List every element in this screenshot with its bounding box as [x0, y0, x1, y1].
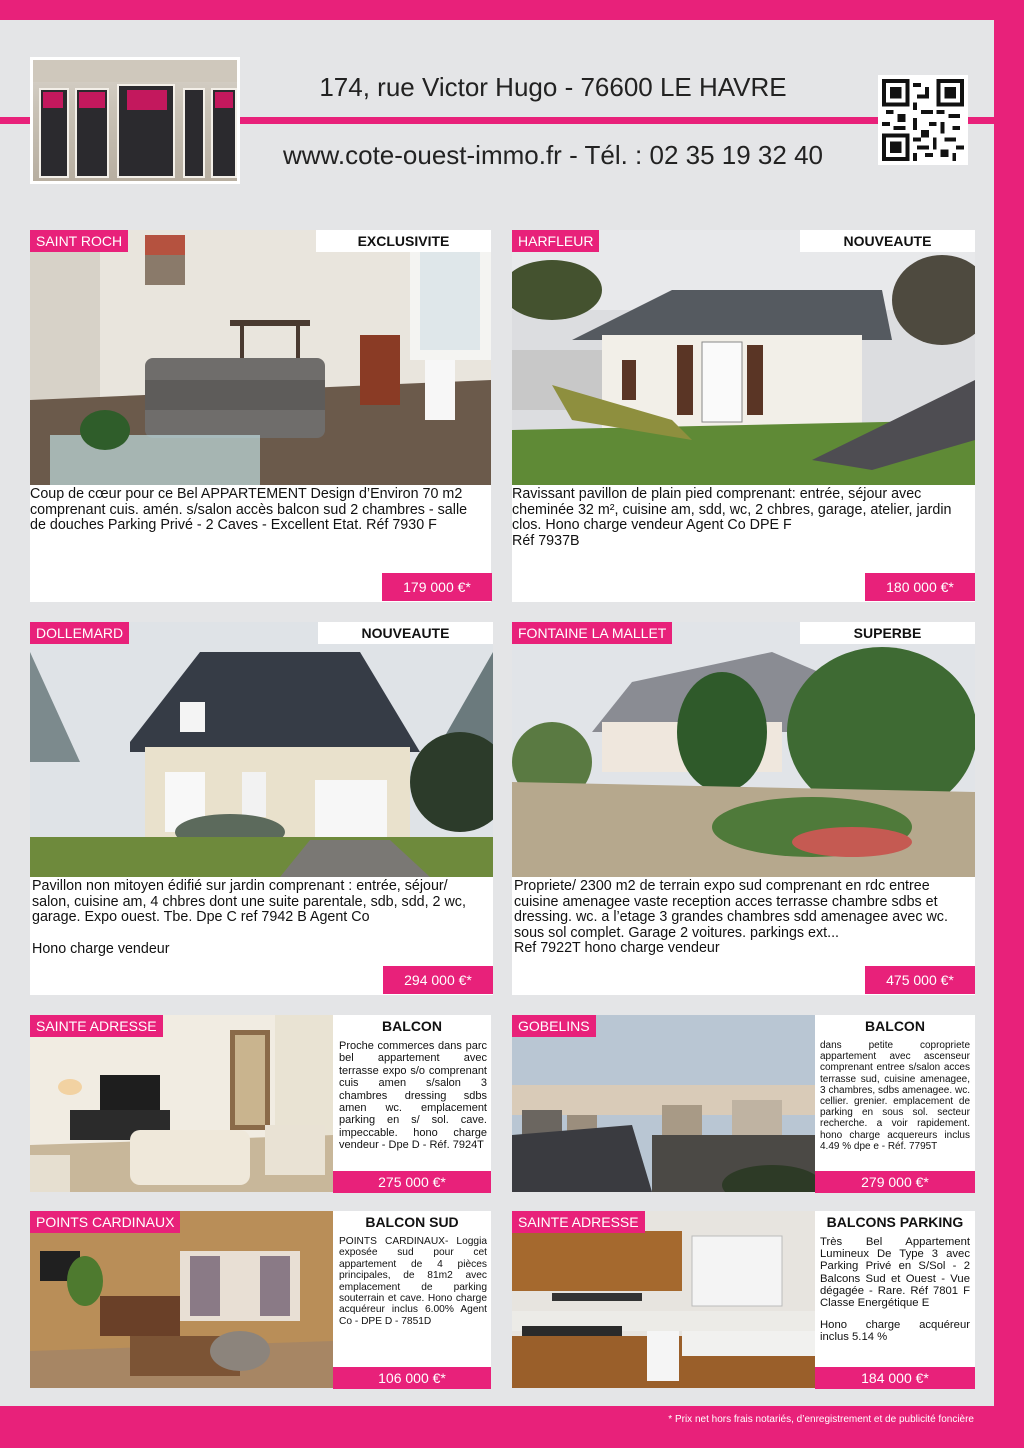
listing-tag: EXCLUSIVITE	[316, 230, 491, 252]
listing-district: POINTS CARDINAUX	[30, 1211, 180, 1233]
listing-tag: BALCONS PARKING	[815, 1211, 975, 1233]
listing-district: SAINT ROCH	[30, 230, 128, 252]
listing-price: 106 000 €*	[333, 1367, 491, 1389]
listing-card[interactable]	[30, 1211, 491, 1388]
listing-price: 179 000 €*	[382, 573, 492, 601]
listing-photo-living-room	[30, 1015, 333, 1192]
top-border	[0, 0, 1024, 20]
listing-district: HARFLEUR	[512, 230, 599, 252]
listing-photo-living-room	[30, 1211, 333, 1388]
listing-tag: SUPERBE	[800, 622, 975, 644]
listing-card[interactable]	[30, 1015, 491, 1192]
listing-description: Ravissant pavillon de plain pied comprenant: entrée, séjour avec cheminée 32 m², cuisine am, sdd, wc, 2 chbres, garage, atelier, jardin clos. Hono charge vendeur Agent Co DPE F Réf 7937B	[512, 486, 952, 549]
listing-description: Très Bel Appartement Lumineux De Type 3 avec Parking Privé en S/Sol - 2 Balcons Sud et Ouest - Vue dégagée - Rare. Réf 7801 F Classe Energétique E Hono charge acquéreur inclus 5.14 %	[820, 1236, 970, 1344]
bottom-border	[0, 1406, 1024, 1448]
listing-photo-house	[30, 622, 493, 877]
listing-description: Coup de cœur pour ce Bel APPARTEMENT Design d’Environ 70 m2 comprenant cuis. amén. s/salon accès balcon sud 2 chambres - salle de douches Parking Privé - 2 Caves - Excellent Etat. Réf 7930 F	[30, 486, 468, 533]
qr-code-icon[interactable]	[878, 75, 968, 165]
listing-card[interactable]	[30, 230, 491, 602]
listing-photo-living-room	[30, 230, 491, 485]
listing-tag: BALCON	[815, 1015, 975, 1037]
agency-website-phone[interactable]: www.cote-ouest-immo.fr - Tél. : 02 35 19 32 40	[283, 140, 823, 170]
listing-description: Proche commerces dans parc bel appartement avec terrasse expo s/o comprenant cuis amen s/salon 3 chambres dressing sdbs amen wc. emplacement parking en s/ sol. cave. impeccable. hono charge vendeur - Dpe D - Réf. 7924T	[339, 1040, 487, 1152]
listing-price: 294 000 €*	[383, 966, 493, 994]
listing-description: POINTS CARDINAUX- Loggia exposée sud pour cet appartement de 4 pièces principales, de 81m2 avec emplacement de parking souterrain et cave. Hono charge acquéreur inclus 6.00% Agent Co - DPE D - 7851D	[339, 1236, 487, 1327]
listing-price: 279 000 €*	[815, 1171, 975, 1193]
listing-description: Propriete/ 2300 m2 de terrain expo sud comprenant en rdc entree cuisine amenagee vaste reception acces terrasse chambre sdbs et dressing. wc. a l’etage 3 grandes chambres sdd amenagee avec wc. sous sol complet. Garage 2 voitures. parkings ext... Ref 7922T hono charge vendeur	[514, 878, 948, 956]
listing-description: Pavillon non mitoyen édifié sur jardin comprenant : entrée, séjour/ salon, cuisine am, 4 chbres dont une suite parentale, sdb, sdd, 2 wc, garage. Expo ouest. Tbe. Dpe C ref 7942 B Agent Co Hono charge vendeur	[32, 878, 466, 957]
listing-district: SAINTE ADRESSE	[30, 1015, 163, 1037]
listing-price: 180 000 €*	[865, 573, 975, 601]
listing-card[interactable]	[512, 1015, 975, 1192]
listing-tag: NOUVEAUTE	[318, 622, 493, 644]
listing-price: 475 000 €*	[865, 966, 975, 994]
listing-description: dans petite copropriete appartement avec ascenseur comprenant entree s/salon acces terrasse sud, cuisine amenagee, 3 chambres, sdbs amenagee. wc. cellier. grenier. emplacement de parking en sous sol. secteur recherche. a voir rapidement. hono charge acquereurs inclus 4.49 % dpe e - Réf. 7795T	[820, 1040, 970, 1152]
agency-address: 174, rue Victor Hugo - 76600 LE HAVRE	[248, 72, 858, 103]
right-border	[994, 0, 1024, 1448]
listing-card[interactable]	[512, 1211, 975, 1388]
listing-card[interactable]	[512, 622, 975, 995]
listing-photo-bungalow	[512, 230, 975, 485]
listing-tag: NOUVEAUTE	[800, 230, 975, 252]
listing-district: GOBELINS	[512, 1015, 596, 1037]
listing-price: 275 000 €*	[333, 1171, 491, 1193]
listing-district: DOLLEMARD	[30, 622, 129, 644]
listing-photo-kitchen	[512, 1211, 815, 1388]
listing-tag: BALCON SUD	[333, 1211, 491, 1233]
listing-card[interactable]	[512, 230, 975, 602]
listing-photo-property	[512, 622, 975, 877]
agency-storefront-photo	[30, 57, 240, 184]
listing-photo-view	[512, 1015, 815, 1192]
listing-district: SAINTE ADRESSE	[512, 1211, 645, 1233]
listing-tag: BALCON	[333, 1015, 491, 1037]
price-footnote: * Prix net hors frais notariés, d’enregistrement et de publicité foncière	[668, 1414, 974, 1425]
listing-card[interactable]	[30, 622, 493, 995]
listing-price: 184 000 €*	[815, 1367, 975, 1389]
listing-district: FONTAINE LA MALLET	[512, 622, 672, 644]
